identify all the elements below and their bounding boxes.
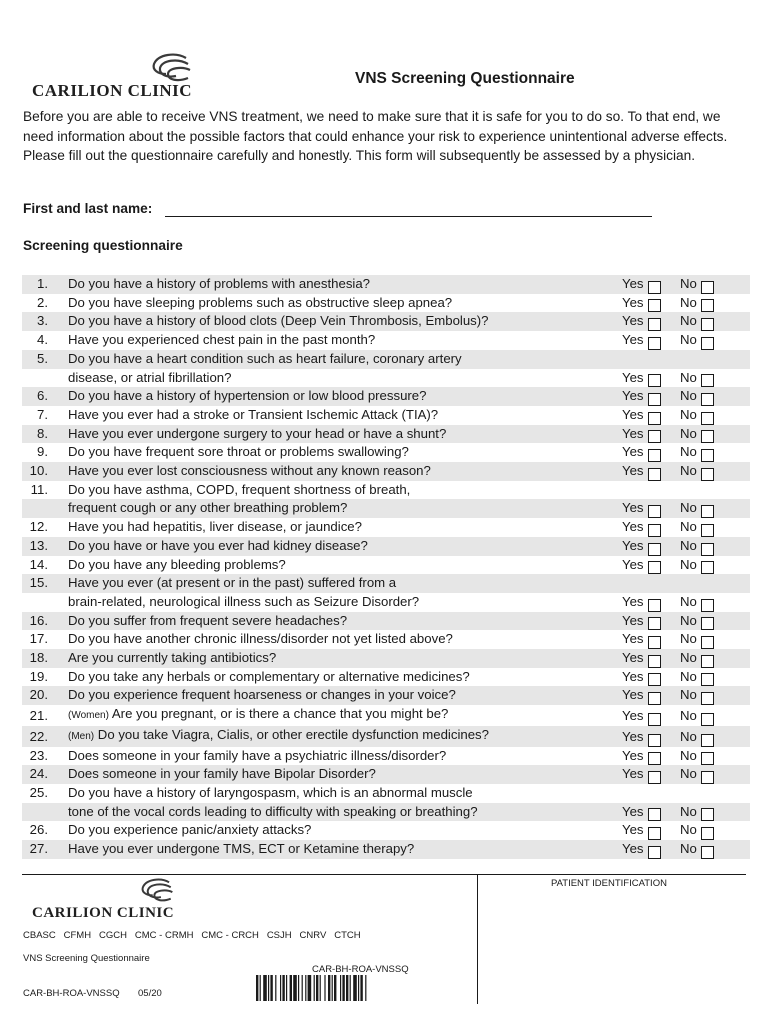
carilion-swirl-icon <box>148 52 192 84</box>
yes-checkbox[interactable] <box>648 692 661 705</box>
footer-logo-wordmark: CARILION CLINIC <box>32 905 175 921</box>
question-number: 6. <box>22 387 48 406</box>
yes-label: Yes <box>622 668 644 684</box>
question-text: disease, or atrial fibrillation? <box>68 369 232 385</box>
yes-checkbox[interactable] <box>648 412 661 425</box>
yes-checkbox[interactable] <box>648 846 661 859</box>
question-text: brain-related, neurological illness such as Seizure Disorder? <box>68 593 420 609</box>
question-number: 19. <box>29 668 48 684</box>
no-checkbox[interactable] <box>701 505 714 518</box>
question-row <box>22 668 750 687</box>
question-row <box>22 294 750 313</box>
yes-label: Yes <box>622 537 644 553</box>
question-number <box>22 803 48 822</box>
question-number: 7. <box>37 406 48 422</box>
no-checkbox[interactable] <box>701 655 714 668</box>
no-checkbox[interactable] <box>701 636 714 649</box>
footer-form-name: VNS Screening Questionnaire <box>23 953 150 964</box>
question-text: Does someone in your family have Bipolar Disorder? <box>68 766 376 782</box>
question-row <box>22 726 750 747</box>
question-text: tone of the vocal cords leading to difficulty with speaking or breathing? <box>68 803 478 819</box>
section-title: Screening questionnaire <box>23 238 183 253</box>
no-label: No <box>680 406 697 422</box>
question-text: Do you experience panic/anxiety attacks? <box>68 822 312 838</box>
question-text: frequent cough or any other breathing problem? <box>68 500 348 516</box>
question-text: Have you ever had a stroke or Transient Ischemic Attack (TIA)? <box>68 406 439 422</box>
yes-label: Yes <box>622 276 644 291</box>
question-number: 22. <box>22 726 48 747</box>
no-checkbox[interactable] <box>701 561 714 574</box>
yes-checkbox[interactable] <box>648 713 661 726</box>
barcode-label: CAR-BH-ROA-VNSSQ <box>312 964 409 975</box>
no-checkbox[interactable] <box>701 808 714 821</box>
no-label: No <box>680 500 697 516</box>
question-number: 11. <box>30 481 48 497</box>
yes-label: Yes <box>622 593 644 609</box>
question-row <box>22 406 750 425</box>
question-row <box>22 425 750 444</box>
question-row <box>22 331 750 350</box>
question-text: Have you ever undergone TMS, ECT or Ketamine therapy? <box>68 841 415 857</box>
name-input-line[interactable] <box>165 216 652 217</box>
no-label: No <box>680 537 697 553</box>
yes-label: Yes <box>622 294 644 310</box>
no-label: No <box>680 388 697 404</box>
no-checkbox[interactable] <box>701 412 714 425</box>
no-checkbox[interactable] <box>701 827 714 840</box>
yes-checkbox[interactable] <box>648 337 661 350</box>
footer-form-code: CAR-BH-ROA-VNSSQ <box>23 988 120 999</box>
question-number: 15. <box>22 574 48 593</box>
yes-label: Yes <box>622 313 644 329</box>
question-number: 4. <box>37 332 48 348</box>
yes-label: Yes <box>622 500 644 516</box>
footer-divider <box>22 874 746 875</box>
question-row <box>22 686 750 705</box>
question-row <box>22 387 750 406</box>
no-label: No <box>680 463 697 479</box>
no-label: No <box>680 708 697 724</box>
footer-vertical-divider <box>477 874 478 1004</box>
yes-label: Yes <box>622 444 644 460</box>
no-checkbox[interactable] <box>701 393 714 406</box>
question-text: Do you have asthma, COPD, frequent shortness of breath, <box>68 481 411 497</box>
question-number: 2. <box>37 294 48 310</box>
patient-identification-label: PATIENT IDENTIFICATION <box>551 878 667 889</box>
no-checkbox[interactable] <box>701 599 714 612</box>
yes-checkbox[interactable] <box>648 734 661 747</box>
yes-label: Yes <box>622 822 644 838</box>
no-label: No <box>680 425 697 441</box>
question-number: 9. <box>37 444 48 460</box>
question-row <box>22 556 750 575</box>
yes-checkbox[interactable] <box>648 808 661 821</box>
yes-label: Yes <box>622 463 644 479</box>
question-row <box>22 312 750 331</box>
logo-wordmark: CARILION CLINIC <box>32 81 193 100</box>
yes-label: Yes <box>622 631 644 647</box>
yes-label: Yes <box>622 650 644 666</box>
question-text: Do you experience frequent hoarseness or changes in your voice? <box>68 687 456 703</box>
yes-label: Yes <box>622 388 644 404</box>
no-checkbox[interactable] <box>701 734 714 747</box>
question-text: Do you suffer from frequent severe headaches? <box>68 612 348 628</box>
question-text: Have you had hepatitis, liver disease, or jaundice? <box>68 519 362 535</box>
no-checkbox[interactable] <box>701 430 714 443</box>
yes-label: Yes <box>622 556 644 572</box>
question-number: 27. <box>22 840 48 859</box>
question-text: Do you take any herbals or complementary or alternative medicines? <box>68 668 470 684</box>
no-label: No <box>680 687 697 703</box>
question-row <box>22 840 750 859</box>
yes-label: Yes <box>622 687 644 703</box>
question-text: Do you have a history of laryngospasm, which is an abnormal muscle <box>68 784 473 800</box>
no-checkbox[interactable] <box>701 543 714 556</box>
question-text: Do you have another chronic illness/disorder not yet listed above? <box>68 631 453 647</box>
yes-checkbox[interactable] <box>648 281 661 294</box>
question-row <box>22 462 750 481</box>
question-number <box>22 593 48 612</box>
no-label: No <box>680 728 697 744</box>
no-checkbox[interactable] <box>701 771 714 784</box>
question-number <box>22 499 48 518</box>
question-number: 21. <box>29 708 48 724</box>
no-label: No <box>680 444 697 460</box>
yes-checkbox[interactable] <box>648 771 661 784</box>
question-qualifier: (Men) <box>68 730 95 742</box>
yes-label: Yes <box>622 519 644 535</box>
yes-label: Yes <box>622 728 644 744</box>
question-number: 25. <box>29 784 48 800</box>
yes-checkbox[interactable] <box>648 318 661 331</box>
yes-label: Yes <box>622 612 644 628</box>
question-number: 18. <box>22 649 48 668</box>
question-text: Have you ever undergone surgery to your head or have a shunt? <box>68 425 447 441</box>
question-text: Do you have a history of hypertension or low blood pressure? <box>68 388 427 404</box>
yes-checkbox[interactable] <box>648 655 661 668</box>
no-checkbox[interactable] <box>701 281 714 294</box>
no-label: No <box>680 766 697 782</box>
no-checkbox[interactable] <box>701 692 714 705</box>
question-text: Do you have a history of blood clots (Deep Vein Thrombosis, Embolus)? <box>68 313 489 329</box>
yes-checkbox[interactable] <box>648 561 661 574</box>
yes-checkbox[interactable] <box>648 374 661 387</box>
no-checkbox[interactable] <box>701 468 714 481</box>
yes-checkbox[interactable] <box>648 543 661 556</box>
question-row <box>22 705 750 726</box>
question-row <box>22 821 750 840</box>
question-text: Are you currently taking antibiotics? <box>68 650 277 666</box>
question-row <box>22 350 750 369</box>
yes-checkbox[interactable] <box>648 299 661 312</box>
no-label: No <box>680 276 697 291</box>
yes-checkbox[interactable] <box>648 393 661 406</box>
no-checkbox[interactable] <box>701 449 714 462</box>
no-checkbox[interactable] <box>701 752 714 765</box>
no-label: No <box>680 294 697 310</box>
question-number: 16. <box>22 612 48 631</box>
question-text: Have you ever lost consciousness without any known reason? <box>68 463 431 479</box>
question-row <box>22 499 750 518</box>
question-row <box>22 784 750 803</box>
question-number: 20. <box>22 686 48 705</box>
no-label: No <box>680 803 697 819</box>
question-text: Do you have sleeping problems such as obstructive sleep apnea? <box>68 294 453 310</box>
yes-checkbox[interactable] <box>648 673 661 686</box>
yes-label: Yes <box>622 803 644 819</box>
no-checkbox[interactable] <box>701 673 714 686</box>
yes-checkbox[interactable] <box>648 617 661 630</box>
no-checkbox[interactable] <box>701 318 714 331</box>
no-label: No <box>680 747 697 763</box>
question-row <box>22 537 750 556</box>
barcode <box>256 975 416 1001</box>
yes-label: Yes <box>622 332 644 348</box>
question-number: 14. <box>29 556 48 572</box>
question-number: 8. <box>22 425 48 444</box>
question-text: Do you have a heart condition such as heart failure, coronary artery <box>68 350 462 366</box>
question-text: Do you have or have you ever had kidney disease? <box>68 537 368 553</box>
question-row <box>22 369 750 388</box>
question-number: 12. <box>29 519 48 535</box>
question-number <box>22 369 48 388</box>
no-checkbox[interactable] <box>701 713 714 726</box>
question-text: Does someone in your family have a psychiatric illness/disorder? <box>68 747 447 763</box>
no-label: No <box>680 519 697 535</box>
yes-label: Yes <box>622 841 644 857</box>
yes-checkbox[interactable] <box>648 599 661 612</box>
question-row <box>22 275 750 294</box>
yes-checkbox[interactable] <box>648 430 661 443</box>
no-label: No <box>680 822 697 838</box>
no-label: No <box>680 556 697 572</box>
carilion-swirl-icon-footer <box>138 877 174 904</box>
no-label: No <box>680 332 697 348</box>
question-text: Have you ever (at present or in the past) suffered from a <box>68 575 397 591</box>
question-row <box>22 574 750 593</box>
question-number: 23. <box>29 747 48 763</box>
yes-label: Yes <box>622 708 644 724</box>
question-row <box>22 443 750 462</box>
yes-checkbox[interactable] <box>648 449 661 462</box>
question-row <box>22 765 750 784</box>
no-label: No <box>680 593 697 609</box>
no-label: No <box>680 612 697 628</box>
yes-checkbox[interactable] <box>648 752 661 765</box>
question-number: 24. <box>22 765 48 784</box>
question-number: 17. <box>29 631 48 647</box>
yes-checkbox[interactable] <box>648 636 661 649</box>
yes-label: Yes <box>622 766 644 782</box>
question-number: 26. <box>29 822 48 838</box>
question-qualifier: (Women) <box>68 710 109 722</box>
question-text: Do you have a history of problems with anesthesia? <box>68 276 371 291</box>
no-label: No <box>680 369 697 385</box>
question-row <box>22 481 750 500</box>
question-row <box>22 630 750 649</box>
questions-table <box>22 275 750 859</box>
no-label: No <box>680 668 697 684</box>
yes-checkbox[interactable] <box>648 827 661 840</box>
yes-label: Yes <box>622 747 644 763</box>
question-row <box>22 803 750 822</box>
question-number: 3. <box>22 312 48 331</box>
no-label: No <box>680 650 697 666</box>
question-text: Do you have frequent sore throat or problems swallowing? <box>68 444 409 460</box>
no-label: No <box>680 631 697 647</box>
no-checkbox[interactable] <box>701 374 714 387</box>
question-row <box>22 518 750 537</box>
question-text: Are you pregnant, or is there a chance that you might be? <box>111 706 449 722</box>
page-title: VNS Screening Questionnaire <box>355 70 575 87</box>
facility-codes: CBASC CFMH CGCH CMC - CRMH CMC - CRCH CSJH CNRV CTCH <box>23 930 361 941</box>
name-label: First and last name: <box>23 201 153 216</box>
no-checkbox[interactable] <box>701 337 714 350</box>
question-row <box>22 612 750 631</box>
footer-form-date: 05/20 <box>138 988 162 999</box>
no-checkbox[interactable] <box>701 299 714 312</box>
no-label: No <box>680 313 697 329</box>
no-checkbox[interactable] <box>701 617 714 630</box>
no-label: No <box>680 841 697 857</box>
yes-checkbox[interactable] <box>648 524 661 537</box>
question-number: 5. <box>22 350 48 369</box>
yes-label: Yes <box>622 406 644 422</box>
question-row <box>22 649 750 668</box>
question-text: Have you experienced chest pain in the past month? <box>68 332 376 348</box>
yes-label: Yes <box>622 425 644 441</box>
yes-checkbox[interactable] <box>648 468 661 481</box>
question-number: 10. <box>22 462 48 481</box>
no-checkbox[interactable] <box>701 524 714 537</box>
question-text: Do you take Viagra, Cialis, or other erectile dysfunction medicines? <box>97 726 489 742</box>
no-checkbox[interactable] <box>701 846 714 859</box>
yes-label: Yes <box>622 369 644 385</box>
question-text: Do you have any bleeding problems? <box>68 556 286 572</box>
question-number: 13. <box>22 537 48 556</box>
question-row <box>22 747 750 766</box>
question-number: 1. <box>22 275 48 294</box>
intro-paragraph: Before you are able to receive VNS treatment, we need to make sure that it is safe for you to do so. To that end, we need information about the possible factors that could enhance your risk to experience unintentional adverse effects. Please fill out the questionnaire carefully and honestly. This form will subsequently be assessed by a physician. <box>23 109 728 163</box>
yes-checkbox[interactable] <box>648 505 661 518</box>
question-row <box>22 593 750 612</box>
